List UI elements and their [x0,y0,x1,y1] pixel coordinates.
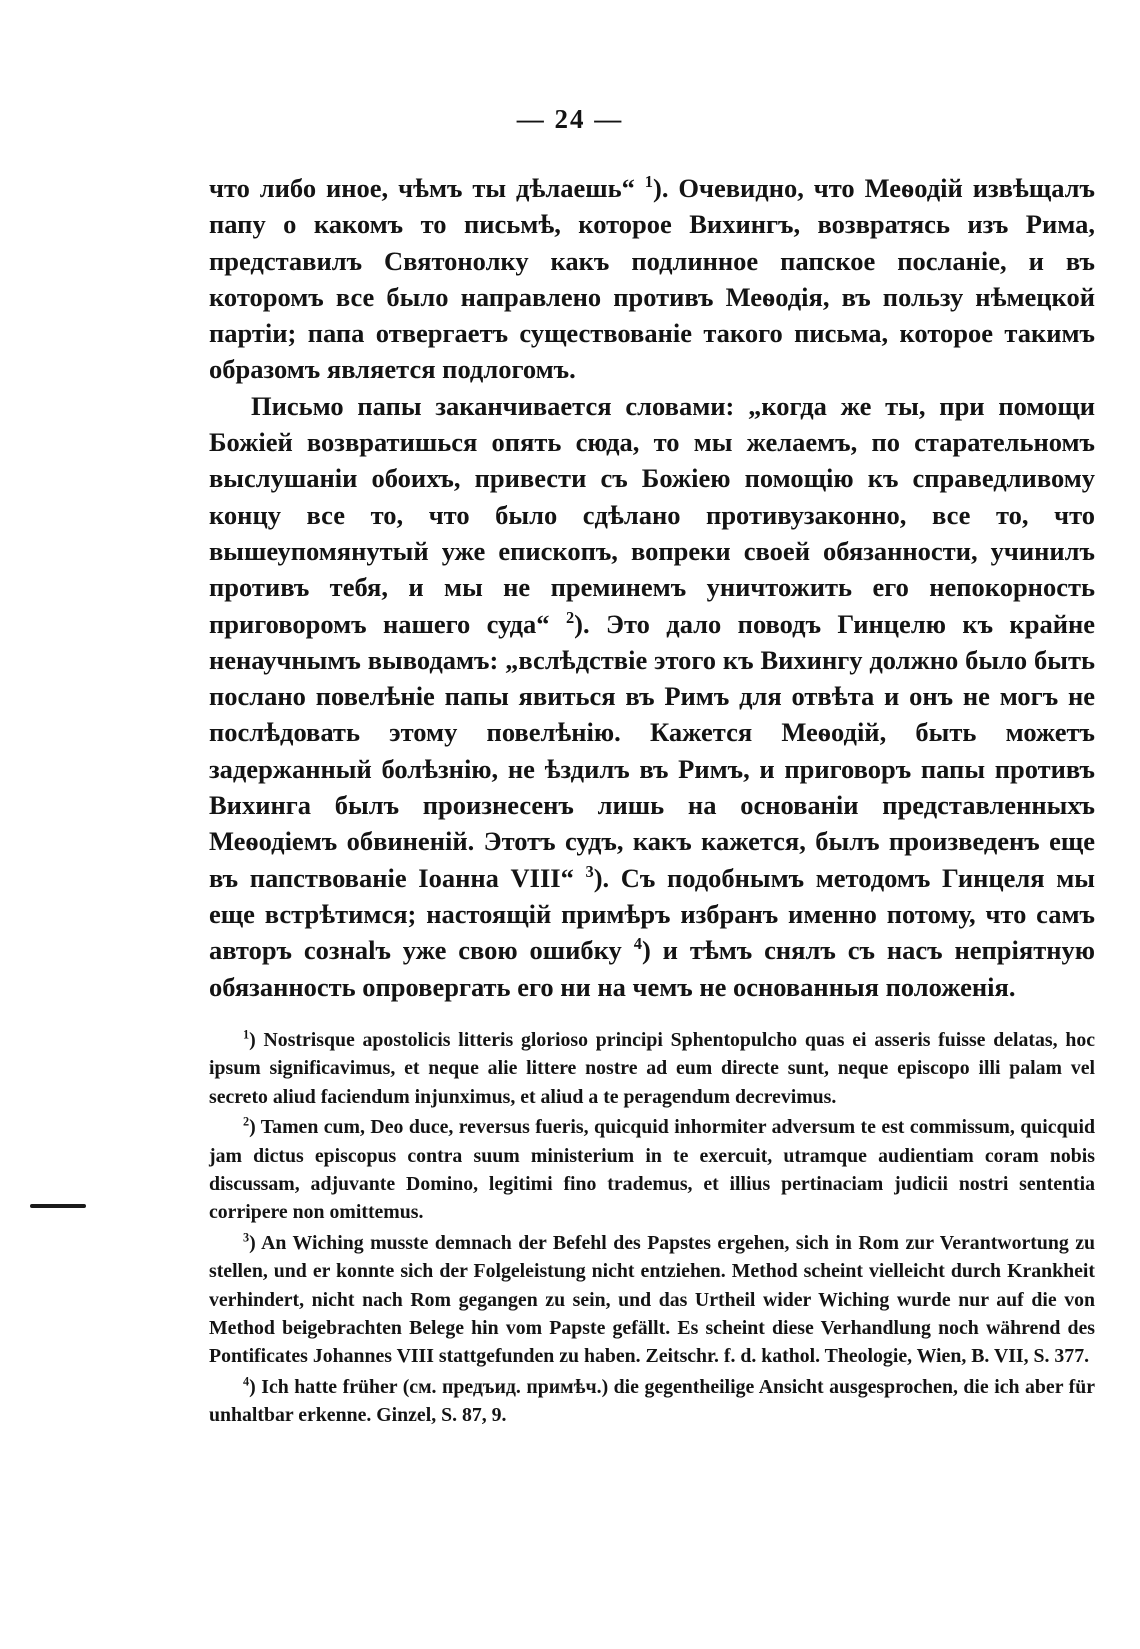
footnote-2-text: ) Tamen cum, Deo duce, reversus fueris, quicquid inhormiter adversum te est commissum, quicquid jam dictus episcopus contra suum ministerium in te exercuit, utramque audientiam coram nobis discussam, adjuvante Domino, legitimi fino trademus, et illius pertinaciam judicii nostri sententia corripere non omittemus. [209,1116,1095,1224]
paragraph-1-text-a: что либо иное, чѣмъ ты дѣлаешь“ [209,173,645,203]
paragraph-2-text-d: ) и тѣмъ снялъ съ насъ непріятную обязанность опровергать его ни на чемъ не основанныя положенія. [209,935,1096,1002]
footnote-ref-3: 3 [585,861,594,881]
footnote-ref-4: 4 [633,934,642,954]
footnote-marker-1: 1 [243,1027,250,1042]
page-edge-mark [30,1204,86,1208]
footnote-ref-2: 2 [565,607,575,627]
footnote-4-text: ) Ich hatte früher (см. предъид. примѣч.) die gegentheilige Ansicht ausgesprochen, die ich aber für unhaltbar erkenne. Ginzel, S. 87, 9. [209,1375,1095,1427]
paragraph-2-text-a: Письмо папы заканчивается словами: „когда же ты, при помощи Божіей возвратишься опять сюда, то мы желаемъ, по старательномъ выслушаніи обоихъ, привести съ Божіею помощію къ справедливому концу все то, что было сдѣлано противузаконно, все то, что вышеупомянутый уже епископъ, вопреки своей обязанности, учинилъ противъ тебя, и мы не преминемъ уничтожить его непокорность приговоромъ нашего суда“ [209,390,1095,639]
paragraph-1 [209,170,1095,388]
paragraph-2-text-b: ). Это дало поводъ Гинцелю къ крайне ненаучнымъ выводамъ: „вслѣдствіе этого къ Вихингу должно было быть послано повелѣніе папы явиться въ Римъ для отвѣта и онъ не могъ не послѣдовать этому повелѣнію. Кажется Меѳодій, быть можетъ задержанный болѣзнію, не ѣздилъ въ Римъ, и приговоръ папы противъ Вихинга былъ произнесенъ лишь на основаніи представленныхъ Меѳодіемъ обвиненій. Этотъ судъ, какъ кажется, былъ произведенъ еще въ папствованіе Іоанна VIII“ [209,608,1095,893]
page-number: — 24 — [516,104,624,134]
paragraph-2-text-c: ). Съ подобнымъ методомъ Гинцеля мы еще встрѣтимся; настоящій примѣръ избранъ именно потому, что самъ авторъ сознalъ уже свою ошибку [209,862,1096,966]
footnote-marker-3: 3 [243,1230,250,1245]
footnote-marker-4: 4 [243,1374,250,1389]
footnotes [209,1026,1095,1432]
footnote-ref-1: 1 [644,172,654,192]
footnote-marker-2: 2 [243,1114,250,1129]
paragraph-1-text-b: ). Очевидно, что Меѳодій извѣщалъ папу о какомъ то письмѣ, которое Вихингъ, возвратясь изъ Рима, представилъ Святонолку какъ подлинное папское посланіе, и въ которомъ все было направлено противъ Меѳодія, въ пользу нѣмецкой партіи; папа отвергаетъ существованіе такого письма, которое такимъ образомъ является подлогомъ. [209,173,1096,385]
main-text [209,170,1095,1005]
footnote-1-text: ) Nostrisque apostolicis litteris glorioso principi Sphentopulcho quas ei asseris fuisse delatas, hoc ipsum significavimus, et neque alie littere nostre ad eum directe sunt, neque episcopo illi palam vel secreto aliud faciendum injunximus, et aliud a te peragendum decrevimus. [209,1029,1095,1108]
footnote-4 [209,1373,1095,1430]
footnote-2 [209,1113,1095,1227]
footnote-3 [209,1229,1095,1371]
footnote-1 [209,1026,1095,1111]
footnote-3-text: ) An Wiching musste demnach der Befehl des Papstes ergehen, sich in Rom zur Verantwortung zu stellen, und er konnte sich der Folgeleistung nicht entziehen. Method scheint vielleicht durch Krankheit verhindert, nicht nach Rom gegangen zu sein, und das Urtheil wider Wiching wurde nur auf die von Method beigebrachten Belege hin vom Papste gefällt. Es scheint diese Verhandlung noch während des Pontificates Johannes VIII stattgefunden zu haben. Zeitschr. f. d. kathol. Theologie, Wien, B. VII, S. 377. [209,1231,1095,1368]
paragraph-2 [209,388,1095,1005]
